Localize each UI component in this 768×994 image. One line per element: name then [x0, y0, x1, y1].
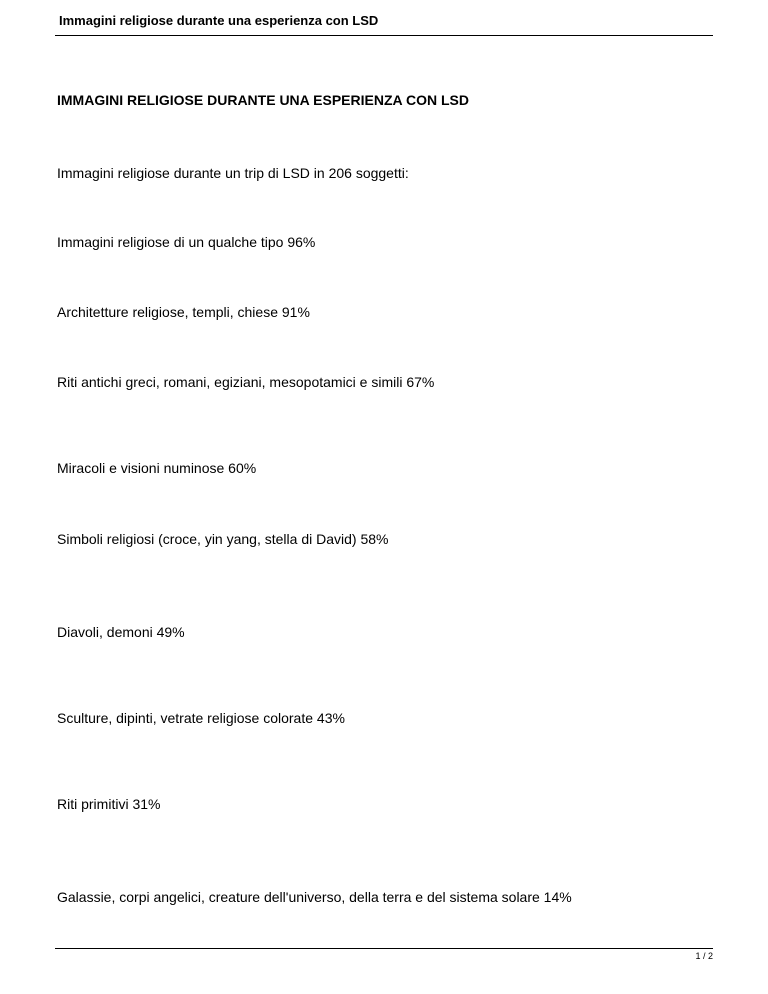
list-item: Simboli religiosi (croce, yin yang, stella di David) 58% — [57, 531, 389, 547]
list-item: Architetture religiose, templi, chiese 91% — [57, 304, 310, 320]
page-footer — [55, 948, 713, 961]
list-item: Galassie, corpi angelici, creature dell'universo, della terra e del sistema solare 14% — [57, 889, 572, 905]
list-item: Riti primitivi 31% — [57, 796, 161, 812]
page-header — [55, 10, 713, 36]
list-item: Diavoli, demoni 49% — [57, 624, 185, 640]
list-item: Riti antichi greci, romani, egiziani, mesopotamici e simili 67% — [57, 374, 435, 390]
header-title: Immagini religiose durante una esperienza con LSD — [59, 13, 379, 28]
page-number: 1 / 2 — [695, 951, 713, 961]
list-item: Immagini religiose di un qualche tipo 96% — [57, 234, 316, 250]
list-item: Sculture, dipinti, vetrate religiose colorate 43% — [57, 710, 345, 726]
document-title: IMMAGINI RELIGIOSE DURANTE UNA ESPERIENZA CON LSD — [57, 92, 469, 108]
list-item: Miracoli e visioni numinose 60% — [57, 460, 257, 476]
intro-paragraph: Immagini religiose durante un trip di LSD in 206 soggetti: — [57, 165, 409, 181]
